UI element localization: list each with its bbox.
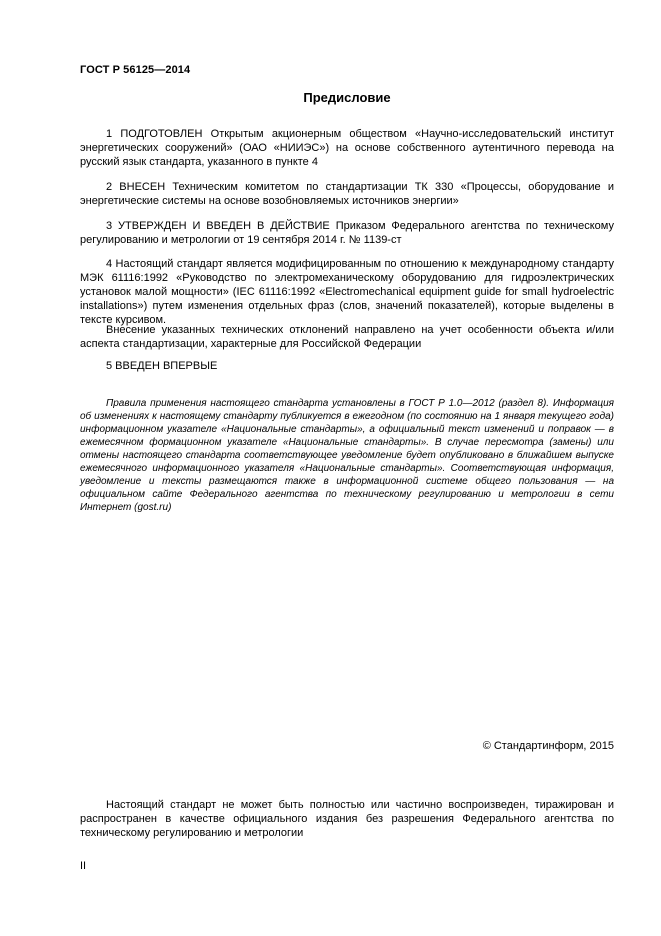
paragraph-approved: 3 УТВЕРЖДЕН И ВВЕДЕН В ДЕЙСТВИЕ Приказом Федерального агентства по техническому регулированию и метрологии от 19 сентября 2014 г. № 1139-ст bbox=[80, 220, 614, 246]
paragraph-deviations: Внесение указанных технических отклонений направлено на учет особенности объекта и/или аспекта стандартизации, характерные для Российской Федерации bbox=[80, 324, 614, 350]
page-title: Предисловие bbox=[303, 90, 391, 105]
application-rules-notice: Правила применения настоящего стандарта установлены в ГОСТ Р 1.0—2012 (раздел 8). Информация об изменениях к настоящему стандарту публикуется в ежегодном (по состоянию на 1 января текущего года) информационном указателе «Национальные стандарты», а официальный текст изменений и поправок — в ежемесячном формационном указателе «Национальные стандарты». В случае пересмотра (замены) или отмены настоящего стандарта соответствующее уведомление будет опубликовано в ближайшем выпуске ежемесячного информационного указателя «Национальные стандарты». Соответствующая информация, уведомление и тексты размещаются также в информационной системе общего пользования — на официальном сайте Федерального агентства по техническому регулированию и метрологии в сети Интернет (gost.ru) bbox=[80, 398, 614, 513]
copyright-line: © Стандартинформ, 2015 bbox=[482, 740, 614, 752]
standard-code: ГОСТ Р 56125—2014 bbox=[80, 64, 191, 76]
paragraph-modified-standard: 4 Настоящий стандарт является модифицированным по отношению к международному стандарту МЭК 61116:1992 «Руководство по электромеханическому оборудованию для гидроэлектрических установок малой мощности» (IEC 61116:1992 «Electromechanical equipment guide for small hydroelectric installations») путем изменения отдельных фраз (слов, значений показателей), которые выделены в тексте курсивом. bbox=[80, 258, 614, 326]
paragraph-prepared: 1 ПОДГОТОВЛЕН Открытым акционерным обществом «Научно-исследовательский институт энергетических сооружений» (ОАО «НИИЭС») на основе собственного аутентичного перевода на русский язык стандарта, указанного в пункте 4 bbox=[80, 128, 614, 168]
page-number: II bbox=[80, 860, 87, 872]
reproduction-rights: Настоящий стандарт не может быть полностью или частично воспроизведен, тиражирован и распространен в качестве официального издания без разрешения Федерального агентства по техническому регулированию и метрологии bbox=[80, 799, 614, 839]
paragraph-introduced: 2 ВНЕСЕН Техническим комитетом по стандартизации ТК 330 «Процессы, оборудование и энергетические системы на основе возобновляемых источников энергии» bbox=[80, 181, 614, 207]
paragraph-first-introduced: 5 ВВЕДЕН ВПЕРВЫЕ bbox=[106, 360, 218, 372]
